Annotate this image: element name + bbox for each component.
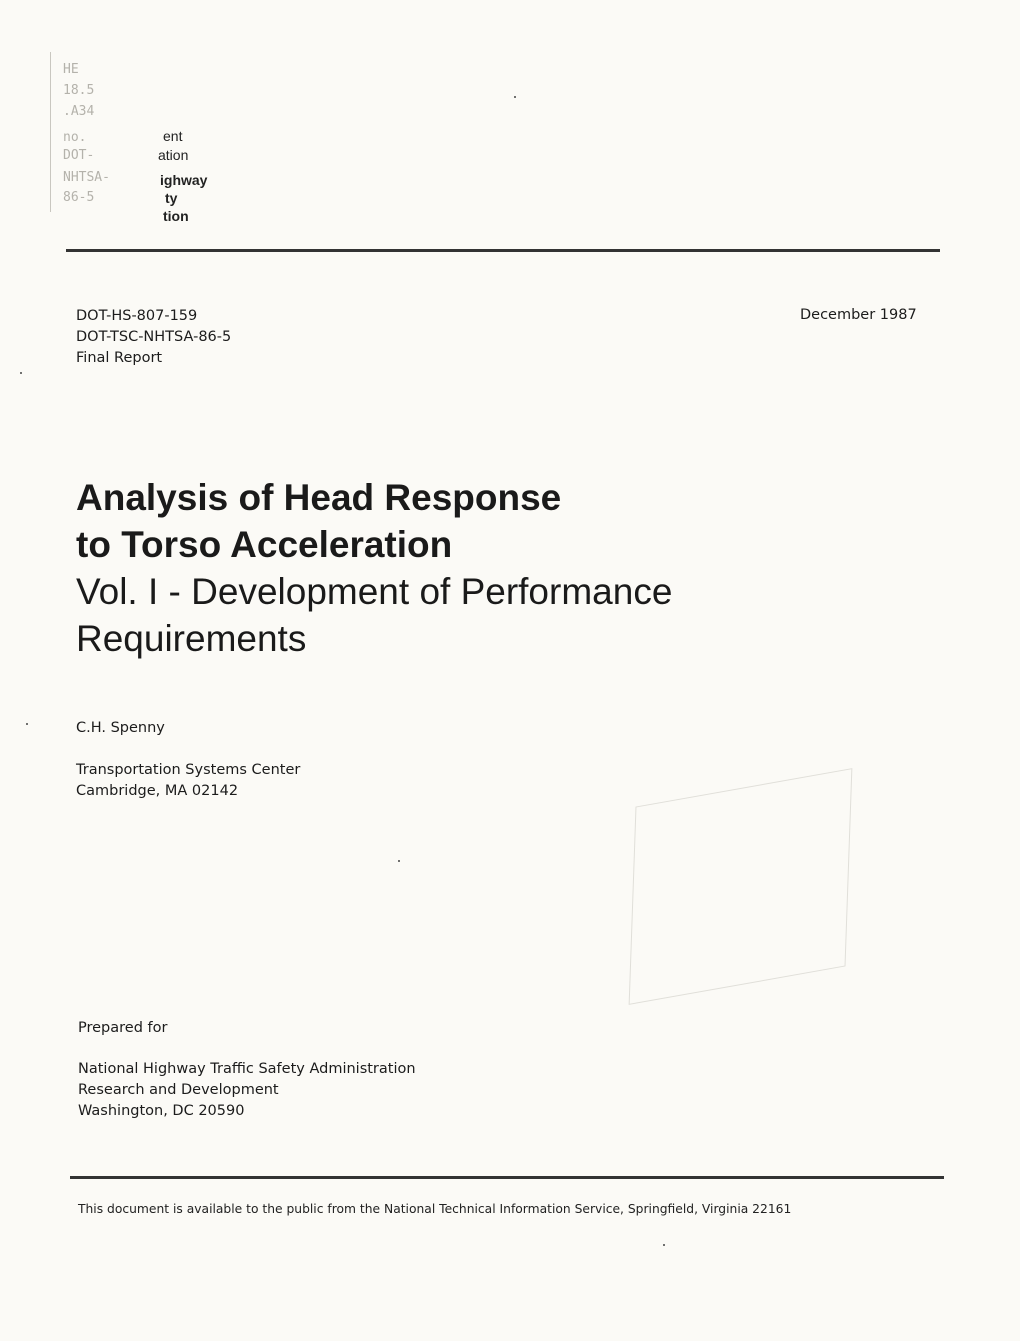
hs-report-number: DOT-HS-807-159 <box>76 308 198 324</box>
author: C.H. Spenny <box>76 720 165 736</box>
author-org-city: Cambridge, MA 02142 <box>76 783 239 799</box>
call-number-line: 18.5 <box>63 83 95 98</box>
author-org-name: Transportation Systems Center <box>76 762 301 778</box>
author-organization <box>76 760 300 802</box>
call-number-line: DOT- <box>63 148 95 163</box>
title-line: Analysis of Head Response <box>76 477 562 518</box>
title-line: to Torso Acceleration <box>76 524 453 565</box>
call-number-line: 86-5 <box>63 190 95 205</box>
availability-note: This document is available to the public from the National Technical Information Service, Springfield, Virginia 22161 <box>78 1202 792 1216</box>
scan-speck <box>663 1244 665 1246</box>
sponsor-city: Washington, DC 20590 <box>78 1103 245 1119</box>
scan-speck <box>514 96 516 98</box>
agency-fragment: ighway <box>160 172 208 188</box>
library-stamp-mark <box>629 768 853 1005</box>
scan-speck <box>398 860 400 862</box>
top-rule <box>66 249 940 252</box>
subtitle-line: Requirements <box>76 618 307 659</box>
report-date: December 1987 <box>800 307 917 323</box>
call-number-line: .A34 <box>63 104 95 119</box>
sponsor-organization: National Highway Traffic Safety Administration <box>78 1061 416 1077</box>
prepared-for-label: Prepared for <box>78 1020 168 1036</box>
agency-block <box>0 0 300 230</box>
report-type: Final Report <box>76 350 163 366</box>
sponsor-block <box>78 1059 416 1122</box>
agency-fragment: ty <box>165 190 178 206</box>
tsc-report-number: DOT-TSC-NHTSA-86-5 <box>76 329 232 345</box>
agency-fragment: ent <box>163 128 183 144</box>
agency-fragment: tion <box>163 208 189 224</box>
scan-speck <box>20 372 22 374</box>
scan-speck <box>26 723 28 725</box>
bottom-rule <box>70 1176 944 1179</box>
call-number-line: no. <box>63 130 87 145</box>
subtitle-line: Vol. I - Development of Performance <box>76 571 673 612</box>
document-title <box>76 474 976 662</box>
report-identifiers <box>76 306 231 369</box>
sponsor-division: Research and Development <box>78 1082 279 1098</box>
agency-fragment: ation <box>158 147 189 163</box>
call-number-line: HE <box>63 62 79 77</box>
call-number-line: NHTSA- <box>63 170 110 185</box>
